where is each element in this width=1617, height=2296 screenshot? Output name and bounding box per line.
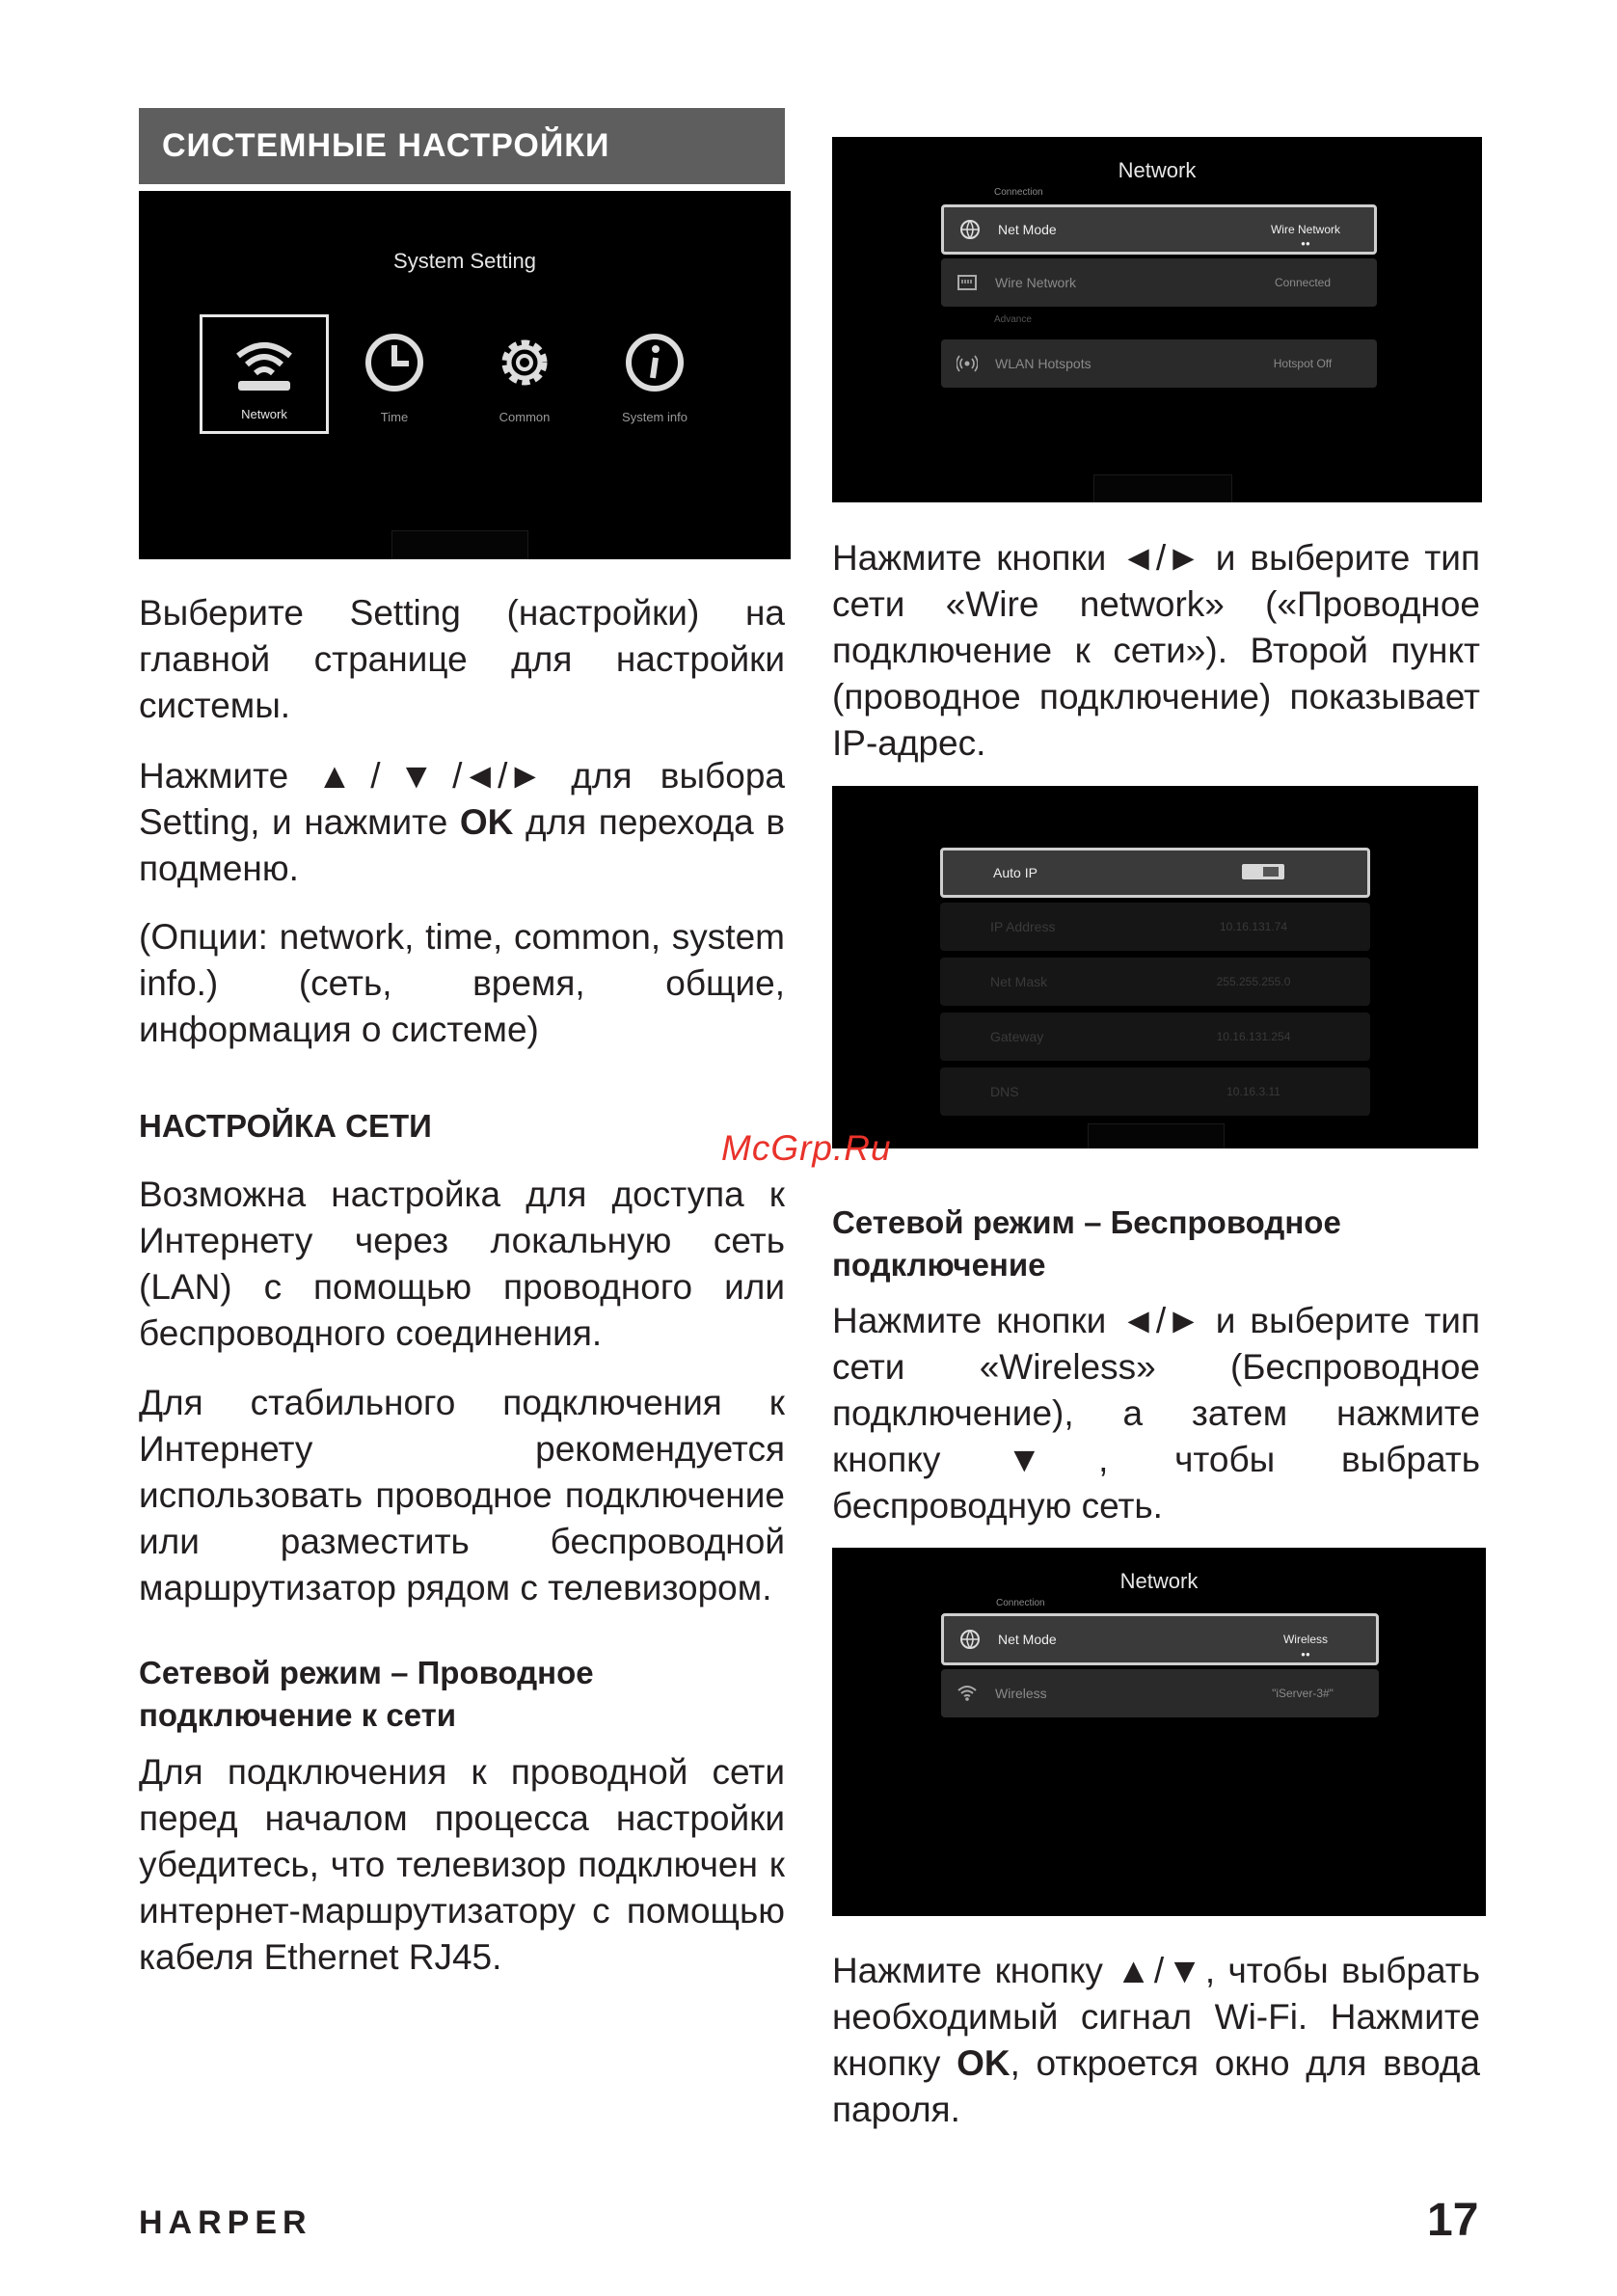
- network-wired-screenshot: [832, 137, 1482, 502]
- dns-label: DNS: [990, 1084, 1019, 1099]
- navigation-paragraph: [139, 753, 785, 892]
- stability-paragraph: Для стабильного подключения к Интернету рекомендуется использовать проводное подключение или разместить беспроводной маршрутизатор рядом с телевизором.: [139, 1383, 785, 1607]
- network-setup-heading: НАСТРОЙКА СЕТИ: [139, 1108, 432, 1144]
- advance-label: Advance: [994, 314, 1032, 325]
- gateway-value: 10.16.131.254: [1216, 1030, 1291, 1043]
- ip-address-value: 10.16.131.74: [1219, 920, 1288, 933]
- intro-paragraph: Выберите Setting (настройки) на главной странице для настройки системы.: [139, 593, 785, 725]
- network-intro-paragraph: Возможна настройка для доступа к Интернету через локальную сеть (LAN) с помощью проводного или беспроводного соединения.: [139, 1175, 785, 1353]
- time-tile[interactable]: [330, 314, 459, 434]
- net-mode-value: Wireless: [1282, 1633, 1328, 1646]
- wlan-hotspots-row[interactable]: [941, 339, 1377, 388]
- gateway-row: [940, 1013, 1370, 1061]
- option-dots: ●●: [1301, 239, 1310, 248]
- wireless-network-row[interactable]: [941, 1669, 1379, 1717]
- wire-network-label: Wire Network: [995, 275, 1077, 290]
- wifi-select-paragraph: [832, 1948, 1480, 2133]
- wireless-paragraph: Нажмите кнопки ◄/► и выберите тип сети «Wireless» (Беспроводное подключение), а затем нажмите кнопку ▼, чтобы выбрать беспроводную сеть.: [832, 1301, 1480, 1526]
- system-setting-title: System Setting: [393, 249, 536, 273]
- hotspot-icon: [957, 353, 978, 374]
- screen-bottom-bar: [1088, 1123, 1225, 1148]
- net-mask-row: [940, 958, 1370, 1006]
- globe-icon: [959, 219, 981, 240]
- wlan-hotspots-label: WLAN Hotspots: [995, 356, 1091, 371]
- system-info-tile[interactable]: [590, 314, 719, 434]
- auto-ip-toggle[interactable]: [1242, 864, 1284, 879]
- net-mode-row[interactable]: [941, 1613, 1379, 1665]
- network-tile[interactable]: [200, 314, 329, 434]
- wifi-router-icon: [230, 335, 298, 396]
- connection-label: Connection: [994, 187, 1043, 198]
- system-info-tile-label: System info: [622, 410, 687, 424]
- time-tile-label: Time: [380, 410, 409, 424]
- gear-icon: [491, 332, 558, 393]
- wifi-icon: [957, 1683, 978, 1704]
- common-tile-label: Common: [499, 410, 551, 424]
- dns-value: 10.16.3.11: [1226, 1085, 1280, 1098]
- screen-bottom-bar: [1093, 474, 1232, 502]
- ok-key: OK: [957, 2043, 1011, 2083]
- wire-network-value: Connected: [1274, 276, 1332, 289]
- ok-key: OK: [459, 802, 514, 842]
- section-title: СИСТЕМНЫЕ НАСТРОЙКИ: [162, 127, 610, 164]
- network-wireless-screenshot: [832, 1548, 1486, 1916]
- ethernet-icon: [957, 272, 978, 293]
- net-mask-value: 255.255.255.0: [1216, 975, 1291, 988]
- net-mode-label: Net Mode: [998, 222, 1057, 237]
- network-tile-label: Network: [241, 407, 287, 421]
- wireless-label: Wireless: [995, 1686, 1047, 1701]
- ip-settings-screenshot: [832, 786, 1478, 1148]
- globe-icon: [959, 1629, 981, 1650]
- harper-logo: [139, 2204, 347, 2242]
- net-mode-row[interactable]: [941, 204, 1377, 255]
- brand-text: HARPER: [139, 2204, 312, 2237]
- gateway-label: Gateway: [990, 1029, 1044, 1044]
- auto-ip-label: Auto IP: [993, 865, 1038, 880]
- option-dots: ●●: [1301, 1650, 1310, 1659]
- connection-label: Connection: [996, 1598, 1045, 1608]
- ip-address-label: IP Address: [990, 919, 1056, 934]
- info-icon: [621, 332, 688, 393]
- wire-network-row[interactable]: [941, 258, 1377, 307]
- net-mode-value: Wire Network: [1270, 223, 1340, 236]
- watermark: McGrp.Ru: [721, 1128, 892, 1168]
- common-tile[interactable]: [460, 314, 589, 434]
- auto-ip-row[interactable]: [940, 848, 1370, 898]
- navigation-text-start: Нажмите ▲/▼/◄/► для выбора Setting, и нажмите: [139, 756, 785, 842]
- network-title: Network: [1118, 158, 1197, 182]
- page-number: 17: [1427, 2195, 1479, 2246]
- wire-network-paragraph: Нажмите кнопки ◄/► и выберите тип сети «Wire network» («Проводное подключение к сети»). Второй пункт (проводное подключение) показывает IP-адрес.: [832, 538, 1480, 763]
- screen-bottom-bar: [391, 530, 528, 559]
- wired-paragraph: Для подключения к проводной сети перед началом процесса настройки убедитесь, что телевизор подключен к интернет-маршрутизатору с помощью кабеля Ethernet RJ45.: [139, 1752, 785, 1977]
- wired-mode-heading: Сетевой режим – Проводное подключение к сети: [139, 1655, 594, 1733]
- wifi-select-text-end: , откроется окно для ввода пароля.: [832, 2043, 1480, 2129]
- clock-icon: [361, 332, 428, 393]
- net-mode-label: Net Mode: [998, 1632, 1057, 1647]
- net-mask-label: Net Mask: [990, 974, 1048, 989]
- options-paragraph: (Опции: network, time, common, system info.) (сеть, время, общие, информация о системе): [139, 917, 785, 1049]
- wifi-select-text-start: Нажмите кнопку ▲/▼, чтобы выбрать необходимый сигнал Wi-Fi. Нажмите кнопку: [832, 1951, 1480, 2083]
- wireless-ssid-value: "iServer-3#": [1272, 1687, 1334, 1700]
- wlan-hotspots-value: Hotspot Off: [1273, 357, 1333, 370]
- network-title: Network: [1119, 1569, 1199, 1593]
- navigation-text-end: для перехода в подменю.: [139, 802, 785, 888]
- wireless-mode-heading: Сетевой режим – Беспроводное подключение: [832, 1204, 1341, 1283]
- system-setting-screenshot: [139, 191, 791, 559]
- section-banner: [139, 108, 785, 184]
- dns-row: [940, 1067, 1370, 1116]
- ip-address-row: [940, 903, 1370, 951]
